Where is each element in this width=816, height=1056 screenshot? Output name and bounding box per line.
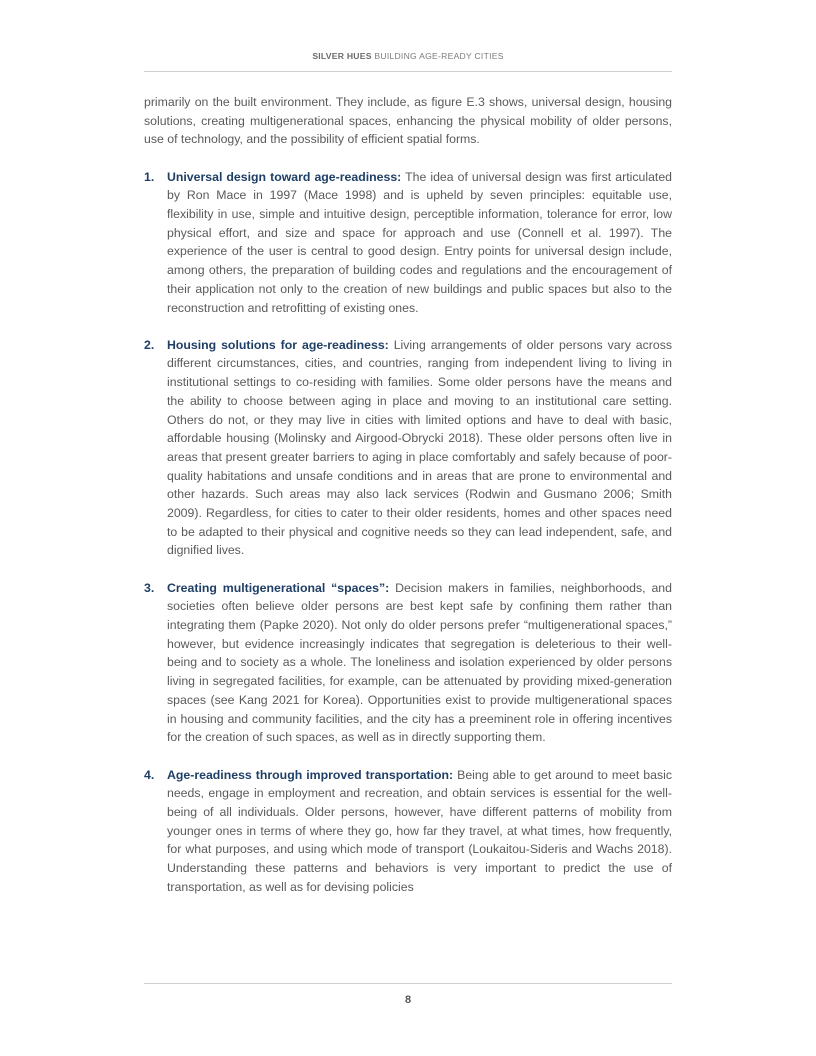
list-item-body bbox=[167, 579, 672, 747]
list-item-number: 2. bbox=[144, 337, 155, 352]
list-item-number: 4. bbox=[144, 767, 155, 782]
list-item-number: 1. bbox=[144, 169, 155, 184]
list-item-number: 3. bbox=[144, 580, 155, 595]
list-item-body bbox=[167, 766, 672, 897]
header-divider bbox=[144, 71, 672, 72]
page-number: 8 bbox=[404, 994, 412, 1006]
running-header bbox=[144, 51, 672, 61]
header-brand: SILVER HUES bbox=[312, 51, 372, 61]
list-item-heading: Housing solutions for age-readiness: bbox=[167, 337, 389, 352]
intro-paragraph: primarily on the built environment. They include, as figure E.3 shows, universal design, housing solutions, creating multigenerational spaces, enhancing the physical mobility of older persons, use of technology, and the possibility of efficient spatial forms. bbox=[144, 95, 672, 147]
list-item-text: Decision makers in families, neighborhoods, and societies often believe older persons are best kept safe by confining them rather than integrating them (Papke 2020). Not only do older persons prefer “multigenerational spaces,” however, but evidence increasingly indicates that segregation is deleterious to their well-being and to society as a whole. The loneliness and isolation experienced by older persons living in segregated facilities, for example, can be attenuated by providing mixed-generation spaces (see Kang 2021 for Korea). Opportunities exist to provide multigenerational spaces in housing and community facilities, and the city has a preeminent role in offering incentives for the creation of such spaces, as well as in directly supporting them. bbox=[167, 580, 672, 745]
footer-divider bbox=[144, 983, 672, 984]
list-item-body bbox=[167, 336, 672, 560]
body-text bbox=[144, 93, 672, 915]
list-item-heading: Universal design toward age-readiness: bbox=[167, 169, 402, 184]
list-item bbox=[144, 336, 672, 560]
list-item-body bbox=[167, 168, 672, 318]
list-item-text: The idea of universal design was first articulated by Ron Mace in 1997 (Mace 1998) and is upheld by seven principles: equitable use, flexibility in use, simple and intuitive design, perceptible information, tolerance for error, low physical effort, and size and space for approach and use (Connell et al. 1997). The experience of the user is central to good design. Entry points for universal design include, among others, the preparation of building codes and regulations and the encouragement of their application not only to the creation of new buildings and public spaces but also to the reconstruction and retrofitting of existing ones. bbox=[167, 169, 672, 315]
header-title: BUILDING AGE-READY CITIES bbox=[374, 51, 504, 61]
list-item bbox=[144, 579, 672, 747]
list-item-heading: Creating multigenerational “spaces”: bbox=[167, 580, 390, 595]
list-item bbox=[144, 168, 672, 318]
list-item bbox=[144, 766, 672, 897]
list-item-text: Being able to get around to meet basic needs, engage in employment and recreation, and obtain services is essential for the well-being of all individuals. Older persons, however, have different patterns of mobility from younger ones in terms of where they go, how far they travel, at what times, how frequently, for what purposes, and using which mode of transport (Loukaitou-Sideris and Wachs 2018). Understanding these patterns and behaviors is very important to predict the use of transportation, as well as for devising policies bbox=[167, 767, 672, 894]
list-item-text: Living arrangements of older persons vary across different circumstances, cities, and countries, ranging from independent living to living in institutional settings to co-residing with families. Some older persons have the means and the ability to choose between aging in place and moving to an institutional care setting. Others do not, or they may live in cities with limited options and have to deal with basic, affordable housing (Molinsky and Airgood-Obrycki 2018). These older persons often live in areas that present greater barriers to aging in place comfortably and safely because of poor-quality habitations and unsafe conditions and in areas that are prone to environmental and other hazards. Such areas may also lack services (Rodwin and Gusmano 2006; Smith 2009). Regardless, for cities to cater to their older residents, homes and other spaces need to be adapted to their physical and cognitive needs so they can lead independent, safe, and dignified lives. bbox=[167, 337, 672, 558]
list-item-heading: Age-readiness through improved transportation: bbox=[167, 767, 454, 782]
